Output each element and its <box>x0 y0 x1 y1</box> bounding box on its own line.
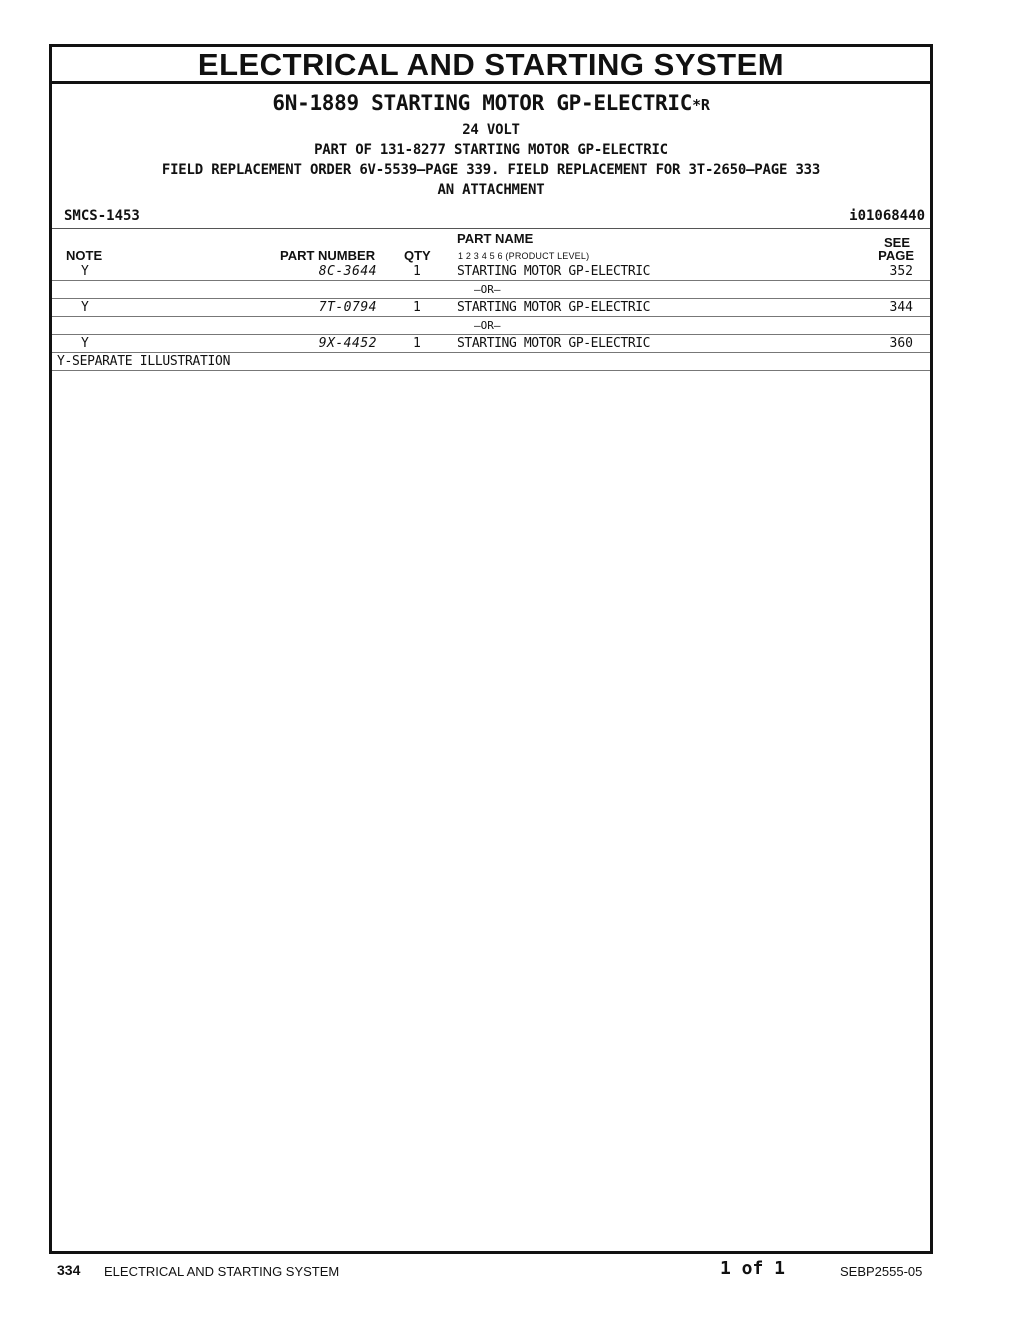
id-row <box>52 204 930 229</box>
section-title: ELECTRICAL AND STARTING SYSTEM <box>52 47 930 84</box>
row-qty: 1 <box>413 264 421 279</box>
column-headers <box>52 229 930 263</box>
footer-section: ELECTRICAL AND STARTING SYSTEM <box>104 1264 340 1279</box>
row-part-name: STARTING MOTOR GP-ELECTRIC <box>457 264 651 279</box>
header-line-part-of: PART OF 131-8277 STARTING MOTOR GP-ELECTRIC <box>314 142 668 158</box>
or-separator: —OR— <box>474 283 501 296</box>
or-separator-row <box>52 317 930 335</box>
header-line-field-replacement: FIELD REPLACEMENT ORDER 6V-5539—PAGE 339. FIELD REPLACEMENT FOR 3T-2650—PAGE 333 <box>161 162 821 178</box>
or-separator-row <box>52 281 930 299</box>
row-note: Y <box>81 264 89 279</box>
footnote-row <box>52 353 930 371</box>
row-qty: 1 <box>413 336 421 351</box>
row-part-number: 9X-4452 <box>318 336 377 351</box>
footer-sheet: 1 of 1 <box>720 1258 786 1279</box>
footer-page-number: 334 <box>57 1262 81 1278</box>
footer-doc-id: SEBP2555-05 <box>840 1264 923 1279</box>
group-header <box>52 88 930 200</box>
table-row <box>52 299 930 317</box>
illustration-id: i01068440 <box>849 208 925 224</box>
row-note: Y <box>81 336 89 351</box>
row-see-page: 344 <box>889 300 913 315</box>
table-row <box>52 263 930 281</box>
header-line-attachment: AN ATTACHMENT <box>437 182 545 198</box>
group-title-suffix: *R <box>692 96 710 114</box>
group-title-text: 6N-1889 STARTING MOTOR GP-ELECTRIC <box>272 91 693 115</box>
row-see-page: 352 <box>889 264 913 279</box>
col-qty: QTY <box>404 248 431 263</box>
row-part-number: 7T-0794 <box>318 300 377 315</box>
row-part-name: STARTING MOTOR GP-ELECTRIC <box>457 300 651 315</box>
table-row <box>52 335 930 353</box>
row-see-page: 360 <box>889 336 913 351</box>
col-note: NOTE <box>66 248 103 263</box>
footnote: Y-SEPARATE ILLUSTRATION <box>57 354 231 369</box>
or-separator: —OR— <box>474 319 501 332</box>
page-frame <box>49 44 933 1254</box>
col-part-number: PART NUMBER <box>280 248 376 263</box>
col-product-levels: 1 2 3 4 5 6 (PRODUCT LEVEL) <box>458 251 590 261</box>
smcs-code: SMCS-1453 <box>64 208 140 224</box>
group-title <box>52 88 930 120</box>
parts-table <box>52 263 930 371</box>
col-page: PAGE <box>878 248 914 263</box>
page-footer <box>0 1258 1020 1284</box>
col-see: SEE <box>883 235 910 250</box>
header-line-voltage: 24 VOLT <box>462 122 520 138</box>
row-qty: 1 <box>413 300 421 315</box>
row-note: Y <box>81 300 89 315</box>
row-part-name: STARTING MOTOR GP-ELECTRIC <box>457 336 651 351</box>
row-part-number: 8C-3644 <box>318 264 377 279</box>
col-part-name: PART NAME <box>457 231 534 246</box>
